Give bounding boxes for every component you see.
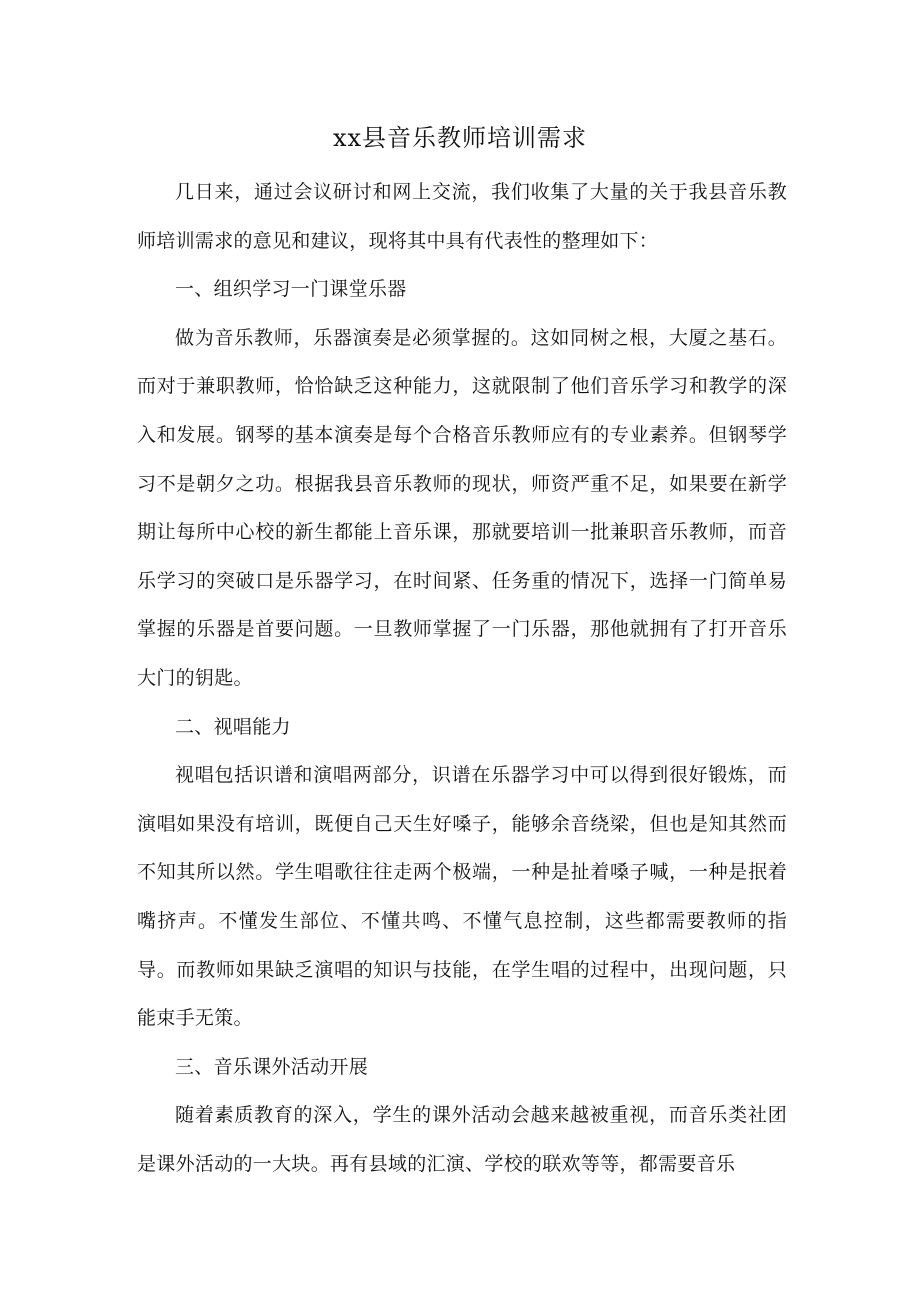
section-heading-sight-singing: 二、视唱能力 [175, 715, 291, 738]
section-heading-instrument: 一、组织学习一门课堂乐器 [175, 278, 407, 301]
sight-singing-paragraph: 视唱包括识谱和演唱两部分，识谱在乐器学习中可以得到很好锻炼，而演唱如果没有培训，既便自己天生好嗓子，能够余音绕梁，但也是知其然而不知其所以然。学生唱歌往往走两个极端，一种是扯着嗓子喊，一种是抿着嘴挤声。不懂发生部位、不懂共鸣、不懂气息控制，这些都需要教师的指导。而教师如果缺乏演唱的知识与技能，在学生唱的过程中，出现问题，只能束手无策。 [137, 764, 787, 1030]
intro-paragraph: 几日来，通过会议研讨和网上交流，我们收集了大量的关于我县音乐教师培训需求的意见和建议，现将其中具有代表性的整理如下： [137, 181, 787, 252]
document-title: xx县音乐教师培训需求 [332, 124, 588, 152]
instrument-paragraph: 做为音乐教师，乐器演奏是必须掌握的。这如同树之根，大厦之基石。而对于兼职教师，恰恰缺乏这种能力，这就限制了他们音乐学习和教学的深入和发展。钢琴的基本演奏是每个合格音乐教师应有的专业素养。但钢琴学习不是朝夕之功。根据我县音乐教师的现状，师资严重不足，如果要在新学期让每所中心校的新生都能上音乐课，那就要培训一批兼职音乐教师，而音乐学习的突破口是乐器学习，在时间紧、任务重的情况下，选择一门简单易掌握的乐器是首要问题。一旦教师掌握了一门乐器，那他就拥有了打开音乐大门的钥匙。 [137, 326, 787, 689]
extracurricular-paragraph: 随着素质教育的深入，学生的课外活动会越来越被重视，而音乐类社团是课外活动的一大块。再有县域的汇演、学校的联欢等等，都需要音乐 [137, 1104, 787, 1175]
document-body [137, 168, 787, 1188]
section-heading-extracurricular: 三、音乐课外活动开展 [175, 1055, 369, 1078]
